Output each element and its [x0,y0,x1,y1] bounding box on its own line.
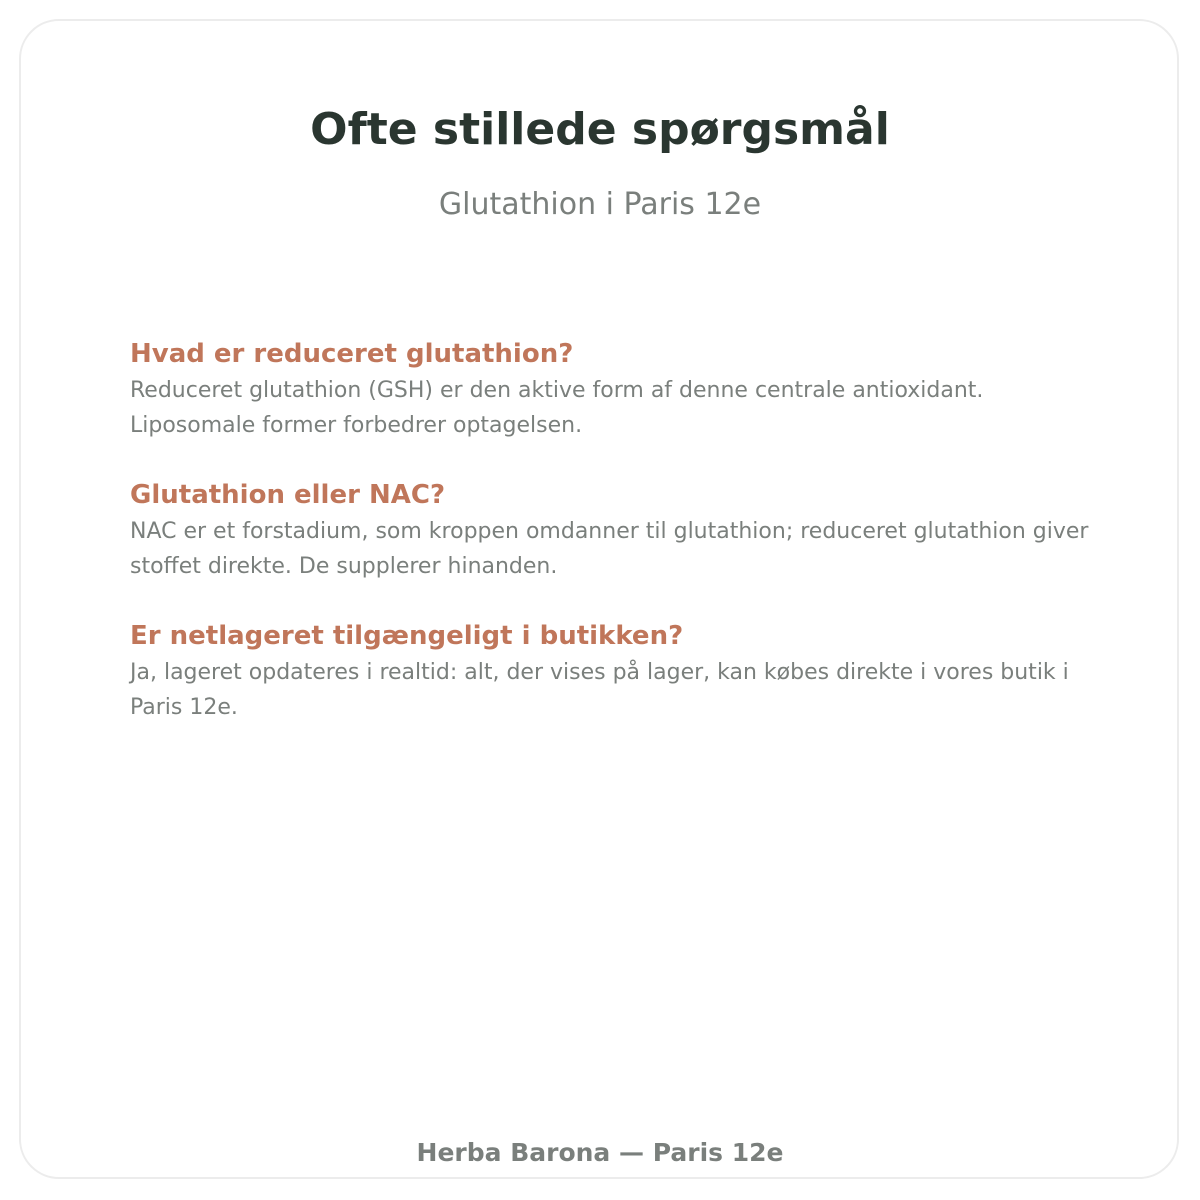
faq-answer: NAC er et forstadium, som kroppen omdanner til glutathion; reduceret glutathion giver stoffet direkte. De supplerer hinanden. [130,519,1089,579]
faq-question: Er netlageret tilgængeligt i butikken? [130,621,684,651]
faq-answer: Ja, lageret opdateres i realtid: alt, der vises på lager, kan købes direkte i vores butik i Paris 12e. [130,660,1069,720]
faq-item [130,477,1105,584]
faq-answer: Reduceret glutathion (GSH) er den aktive form af denne centrale antioxidant. Liposomale former forbedrer optagelsen. [130,378,984,438]
page-subtitle: Glutathion i Paris 12e [438,187,762,222]
faq-list [130,336,1105,759]
faq-item [130,618,1105,725]
footer-brand: Herba Barona — Paris 12e [416,1138,784,1167]
page-title: Ofte stillede spørgsmål [310,104,890,155]
faq-question: Hvad er reduceret glutathion? [130,339,574,369]
faq-question: Glutathion eller NAC? [130,480,446,510]
faq-item [130,336,1105,443]
